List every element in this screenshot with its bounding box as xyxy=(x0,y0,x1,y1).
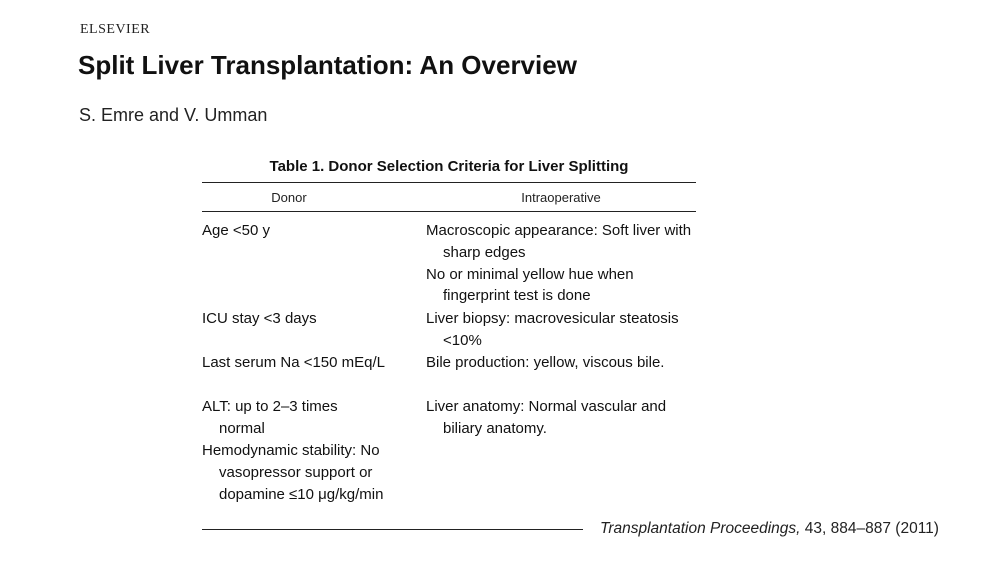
donor-criterion: Last serum Na <150 mEq/L xyxy=(202,354,386,371)
donor-criterion: Hemodynamic stability: No vasopressor support or dopamine ≤10 μg/kg/min xyxy=(202,442,384,503)
journal-name: Transplantation Proceedings, xyxy=(600,520,801,537)
table-row xyxy=(202,220,696,308)
table-row xyxy=(202,396,696,440)
table-row xyxy=(202,440,696,505)
donor-criterion: ALT: up to 2–3 times normal xyxy=(202,398,338,437)
donor-criterion: ICU stay <3 days xyxy=(202,310,317,327)
intraoperative-criterion: Bile production: yellow, viscous bile. xyxy=(426,354,665,371)
intraoperative-criterion: Liver biopsy: macrovesicular steatosis <10% xyxy=(426,310,679,349)
journal-citation xyxy=(600,520,939,538)
donor-criterion: Age <50 y xyxy=(202,222,270,239)
table-body xyxy=(202,212,696,505)
table-caption: Table 1. Donor Selection Criteria for Liver Splitting xyxy=(269,158,629,175)
criteria-table xyxy=(202,158,696,505)
intraoperative-criterion: Liver anatomy: Normal vascular and biliary anatomy. xyxy=(426,398,667,437)
publisher-logo-text: ELSEVIER xyxy=(80,22,151,37)
intraoperative-criterion: Macroscopic appearance: Soft liver with sharp edges xyxy=(426,222,692,261)
column-header-intraoperative: Intraoperative xyxy=(521,189,601,205)
column-header-donor: Donor xyxy=(271,189,307,205)
citation-details: 43, 884–887 (2011) xyxy=(800,520,939,537)
intraoperative-criterion: No or minimal yellow hue when fingerprint test is done xyxy=(426,265,634,305)
table-row xyxy=(202,352,696,396)
table-row xyxy=(202,308,696,352)
table-bottom-rule xyxy=(202,529,583,530)
article-authors: S. Emre and V. Umman xyxy=(79,105,268,125)
table-header-row xyxy=(202,183,696,211)
article-title: Split Liver Transplantation: An Overview xyxy=(78,50,577,80)
